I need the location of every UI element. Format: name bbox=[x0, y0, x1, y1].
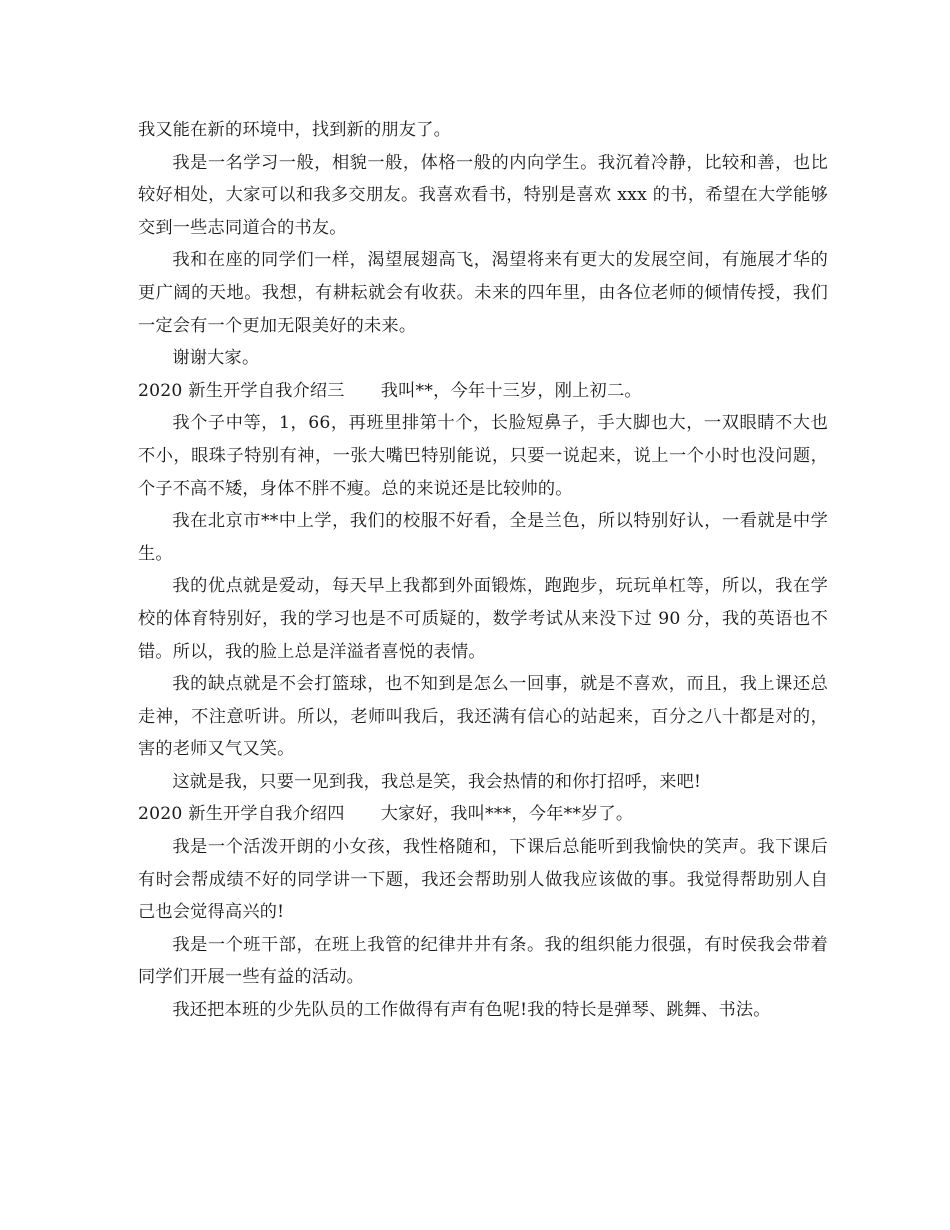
paragraph: 我的优点就是爱动，每天早上我都到外面锻炼，跑跑步，玩玩单杠等，所以，我在学校的体育特别好，我的学习也是不可质疑的，数学考试从来没下过 90 分，我的英语也不错。所以，我的脸上总是洋溢者喜悦的表情。 bbox=[138, 576, 828, 662]
paragraph: 谢谢大家。 bbox=[172, 348, 260, 369]
section-heading-line bbox=[138, 375, 828, 408]
paragraph: 我是一个活泼开朗的小女孩，我性格随和，下课后总能听到我愉快的笑声。我下课后有时会帮成绩不好的同学讲一下题，我还会帮助别人做我应该做的事。我觉得帮助别人自己也会觉得高兴的! bbox=[138, 837, 828, 923]
section-intro: 大家好，我叫***，今年**岁了。 bbox=[380, 804, 634, 825]
section-heading: 2020 新生开学自我介绍四 bbox=[138, 804, 345, 825]
section-heading: 2020 新生开学自我介绍三 bbox=[138, 380, 345, 401]
paragraph: 我又能在新的环境中，找到新的朋友了。 bbox=[138, 120, 451, 140]
paragraph: 我还把本班的少先队员的工作做得有声有色呢!我的特长是弹琴、跳舞、书法。 bbox=[172, 1000, 771, 1021]
document-body bbox=[138, 114, 828, 1027]
paragraph: 我是一个班干部，在班上我管的纪律井井有条。我的组织能力很强，有时侯我会带着同学们开展一些有益的活动。 bbox=[138, 934, 828, 988]
paragraph: 我的缺点就是不会打篮球，也不知到是怎么一回事，就是不喜欢，而且，我上课还总走神，不注意听讲。所以，老师叫我后，我还满有信心的站起来，百分之八十都是对的，害的老师又气又笑。 bbox=[138, 674, 828, 760]
section-heading-line bbox=[138, 798, 828, 831]
section-intro: 我叫**，今年十三岁，刚上初二。 bbox=[380, 380, 642, 401]
paragraph: 这就是我，只要一见到我，我总是笑，我会热情的和你打招呼，来吧! bbox=[172, 771, 702, 792]
paragraph: 我个子中等，1，66，再班里排第十个，长脸短鼻子，手大脚也大，一双眼睛不大也不小，眼珠子特别有神，一张大嘴巴特别能说，只要一说起来，说上一个小时也没问题，个子不高不矮，身体不胖不瘦。总的来说还是比较帅的。 bbox=[138, 413, 828, 499]
paragraph: 我是一名学习一般，相貌一般，体格一般的内向学生。我沉着冷静，比较和善，也比较好相处，大家可以和我多交朋友。我喜欢看书，特别是喜欢 xxx 的书，希望在大学能够交到一些志同道合的书友。 bbox=[138, 152, 828, 238]
paragraph: 我在北京市**中上学，我们的校服不好看，全是兰色，所以特别好认，一看就是中学生。 bbox=[138, 511, 828, 564]
paragraph: 我和在座的同学们一样，渴望展翅高飞，渴望将来有更大的发展空间，有施展才华的更广阔的天地。我想，有耕耘就会有收获。未来的四年里，由各位老师的倾情传授，我们一定会有一个更加无限美好的未来。 bbox=[138, 250, 828, 336]
